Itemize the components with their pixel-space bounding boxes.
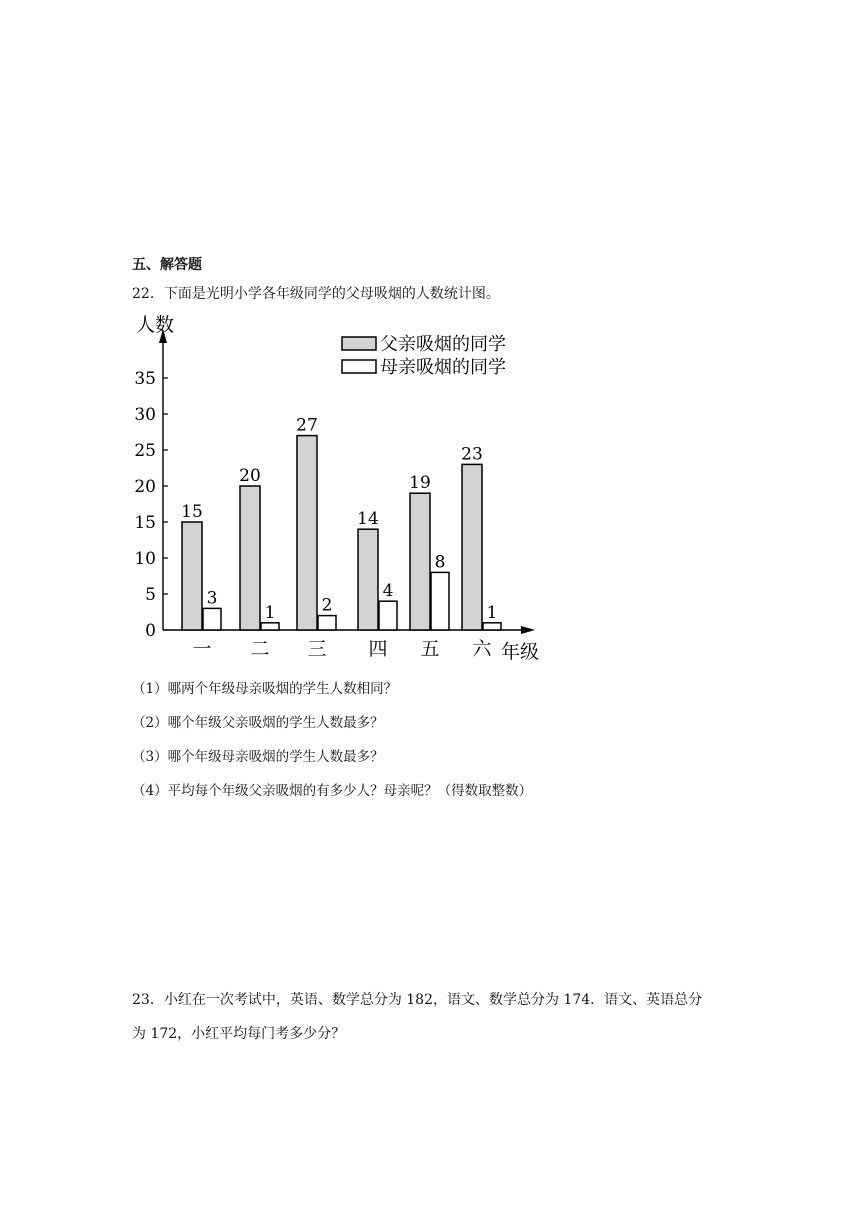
subquestion-1: （1）哪两个年级母亲吸烟的学生人数相同？ (132, 681, 398, 697)
y-tick-label: 10 (134, 549, 156, 569)
bar-chart (118, 306, 558, 666)
bar-father (462, 464, 482, 630)
bar-mother (203, 608, 221, 630)
bar-label-father: 23 (461, 444, 483, 465)
legend-swatch (342, 337, 376, 350)
bars (181, 416, 501, 630)
bar-mother (431, 572, 449, 630)
legend-label: 父亲吸烟的同学 (380, 334, 506, 355)
bar-label-father: 20 (239, 466, 261, 486)
subquestion-3: （3）哪个年级母亲吸烟的学生人数最多？ (132, 749, 384, 765)
y-tick-label: 30 (134, 405, 156, 425)
question-23-line-2: 为 172，小红平均每门考多少分？ (132, 1026, 346, 1042)
x-category-label: 二 (250, 638, 270, 660)
y-tick-label: 0 (145, 621, 156, 641)
question-22-stem: 22．下面是光明小学各年级同学的父母吸烟的人数统计图。 (132, 286, 500, 302)
bar-label-mother: 8 (434, 552, 446, 573)
legend (342, 334, 506, 378)
x-category-label: 三 (307, 638, 327, 660)
bar-father (410, 493, 430, 630)
bar-label-mother: 1 (264, 602, 276, 623)
bar-father (182, 522, 202, 630)
bar-mother (379, 601, 397, 630)
bar-label-father: 14 (357, 509, 379, 530)
bar-label-father: 27 (296, 415, 318, 436)
bar-mother (483, 623, 501, 630)
bar-mother (318, 616, 336, 630)
bar-father (240, 486, 260, 630)
subquestion-2: （2）哪个年级父亲吸烟的学生人数最多？ (132, 715, 384, 731)
question-23-line-1: 23．小红在一次考试中，英语、数学总分为 182，语文、数学总分为 174．语文、英语总分 (132, 992, 703, 1008)
bar-father (297, 436, 317, 630)
bar-father (358, 529, 378, 630)
section-heading: 五、解答题 (132, 257, 202, 273)
bar-label-father: 15 (181, 502, 203, 522)
y-tick-label: 35 (134, 369, 156, 389)
bar-label-mother: 1 (486, 602, 498, 623)
x-category-label: 一 (192, 638, 212, 660)
bar-label-mother: 3 (206, 588, 218, 609)
y-tick-label: 15 (134, 513, 156, 533)
bar-label-mother: 2 (321, 595, 333, 616)
x-axis-arrow (521, 626, 535, 634)
x-category-label: 六 (472, 638, 492, 660)
legend-label: 母亲吸烟的同学 (380, 357, 506, 378)
x-category-label: 四 (368, 638, 388, 660)
y-axis-label: 人数 (136, 314, 175, 336)
bar-mother (261, 623, 279, 630)
question-23 (132, 983, 752, 1051)
bar-label-father: 19 (409, 473, 431, 494)
y-tick-label: 20 (134, 477, 156, 497)
subquestion-4: （4）平均每个年级父亲吸烟的有多少人？母亲呢？（得数取整数） (132, 783, 533, 799)
x-categories (192, 638, 492, 660)
x-category-label: 五 (420, 638, 440, 660)
legend-swatch (342, 360, 376, 373)
y-tick-label: 25 (134, 441, 156, 461)
y-tick-label: 5 (145, 585, 156, 605)
x-axis-label: 年级 (501, 641, 540, 663)
bar-label-mother: 4 (382, 581, 394, 602)
